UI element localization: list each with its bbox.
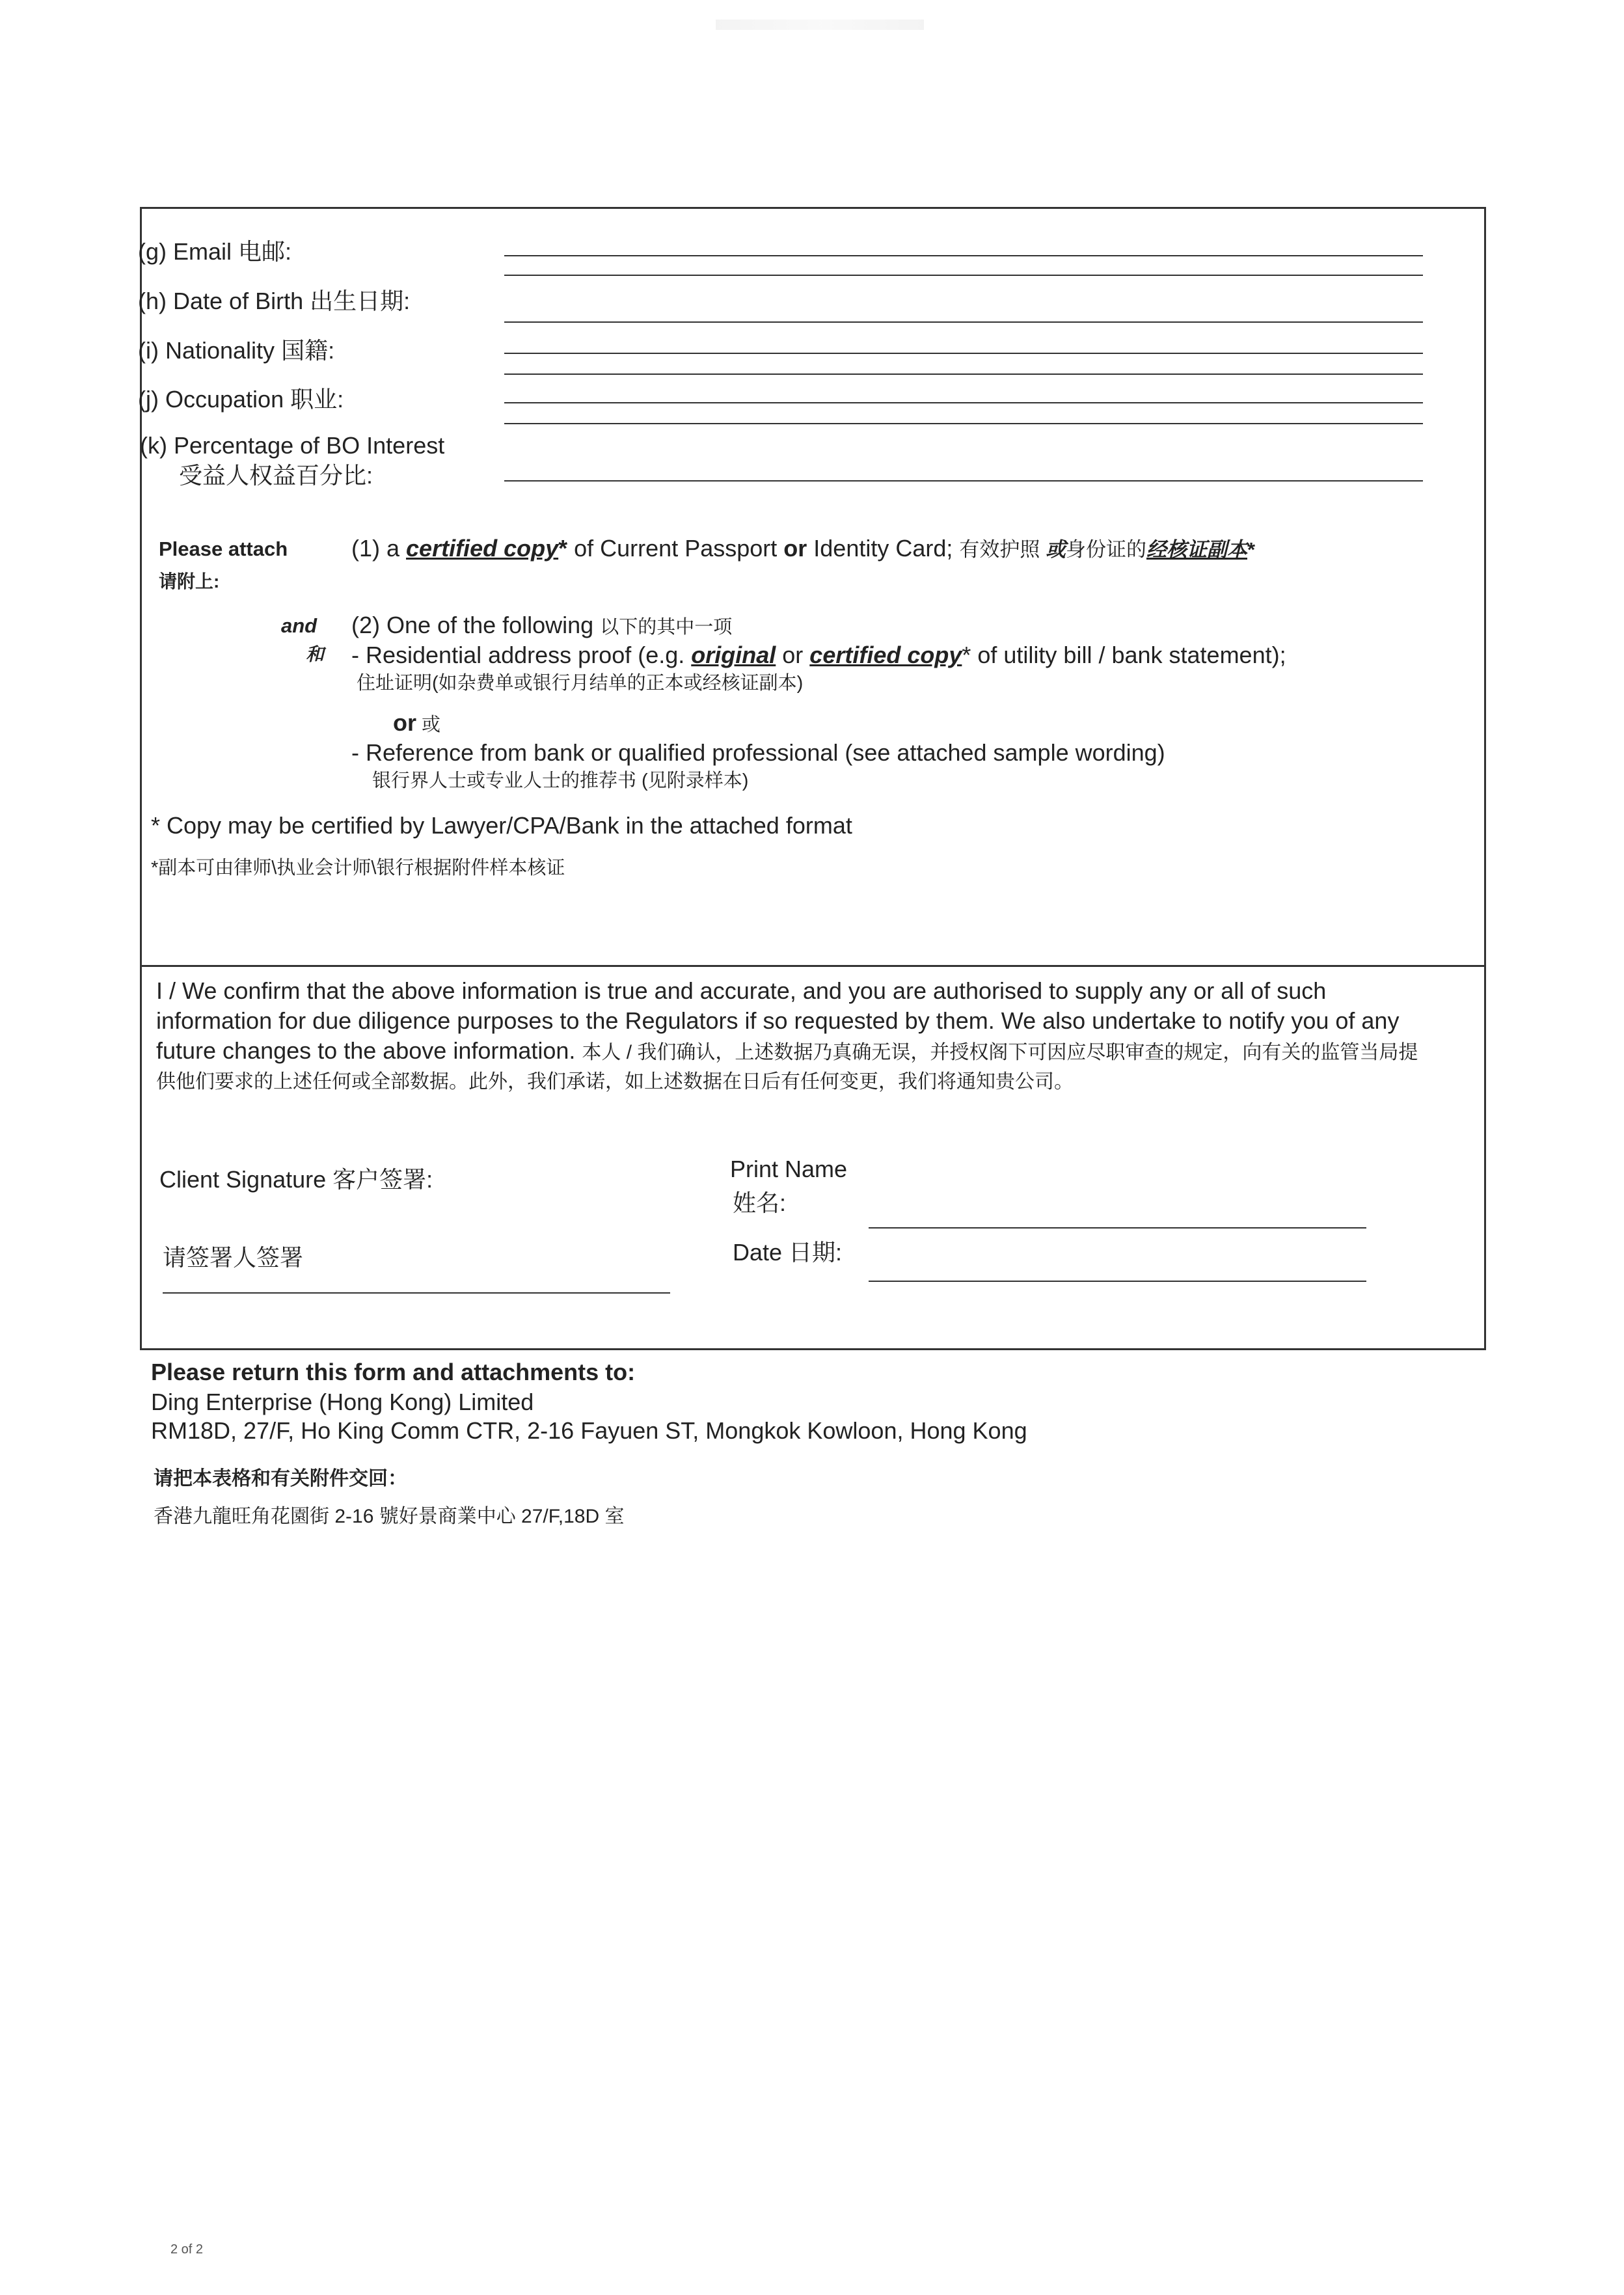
confirm-line-1: I / We confirm that the above information is true and accurate, and you are authorised to supply any or all of such bbox=[156, 977, 1327, 1004]
attach-or-en: or bbox=[393, 709, 416, 736]
field-nationality-label-en: (i) Nationality bbox=[138, 337, 282, 364]
field-dob-label-zh: 出生日期: bbox=[310, 288, 411, 314]
date-label bbox=[733, 1239, 842, 1266]
field-bo-interest-line[interactable] bbox=[504, 480, 1423, 482]
attach-item-1-zh-or: 或 bbox=[1046, 538, 1066, 561]
attach-item-1-text: of Current Passport bbox=[567, 535, 784, 562]
client-signature-label-zh: 客户签署: bbox=[332, 1166, 433, 1193]
attach-item-1-text-2: Identity Card; bbox=[807, 535, 960, 562]
field-occupation-label-zh: 职业: bbox=[290, 386, 344, 413]
field-dob-label bbox=[138, 288, 410, 314]
date-label-en: Date bbox=[733, 1239, 789, 1266]
date-label-zh: 日期: bbox=[789, 1239, 843, 1266]
confirm-line-2: information for due diligence purposes to the Regulators if so requested by them. We also undertake to notify you of any bbox=[156, 1007, 1400, 1034]
print-name-line[interactable] bbox=[869, 1227, 1366, 1229]
attach-reference: - Reference from bank or qualified professional (see attached sample wording) bbox=[351, 739, 1165, 766]
attach-item-1-certified-copy: certified copy bbox=[406, 535, 559, 562]
field-bo-interest-label-zh: 受益人权益百分比: bbox=[179, 462, 373, 489]
attach-residential bbox=[351, 642, 1286, 668]
field-occupation-line-1 bbox=[504, 402, 1423, 403]
page-number: 2 of 2 bbox=[170, 2242, 204, 2257]
attach-item-2-head bbox=[351, 612, 732, 638]
return-address-zh: 香港九龍旺角花園街 2-16 號好景商業中心 27/F,18D 室 bbox=[154, 1506, 625, 1527]
scan-artifact bbox=[716, 20, 924, 30]
confirm-line-4: 供他们要求的上述任何或全部数据。此外，我们承诺，如上述数据在日后有任何变更，我们将通知贵公司。 bbox=[156, 1071, 1074, 1093]
print-name-label: Print Name bbox=[730, 1156, 848, 1182]
attach-label: Please attach bbox=[159, 537, 288, 560]
attach-item-1-zh-star: * bbox=[1247, 538, 1256, 561]
field-dob-line-1 bbox=[504, 275, 1423, 276]
attach-item-1-star: * bbox=[558, 535, 568, 562]
attach-note: * Copy may be certified by Lawyer/CPA/Bank in the attached format bbox=[151, 812, 852, 839]
field-dob-line[interactable] bbox=[504, 321, 1423, 323]
field-nationality-label-zh: 国籍: bbox=[281, 337, 335, 364]
client-signature-label-en: Client Signature bbox=[159, 1166, 333, 1193]
attach-residential-zh: 住址证明(如杂费单或银行月结单的正本或经核证副本) bbox=[357, 673, 804, 694]
attach-residential-certified-copy: certified copy bbox=[809, 642, 962, 668]
attach-item-1-zh-certified-copy: 经核证副本 bbox=[1146, 538, 1247, 561]
field-email-line[interactable] bbox=[504, 255, 1423, 256]
return-company: Ding Enterprise (Hong Kong) Limited bbox=[151, 1389, 534, 1415]
field-email-label bbox=[138, 238, 291, 265]
confirm-line-3-en: future changes to the above information. bbox=[156, 1037, 582, 1064]
attach-and-zh: 和 bbox=[306, 644, 325, 664]
return-heading: Please return this form and attachments to: bbox=[151, 1359, 636, 1385]
return-heading-zh: 请把本表格和有关附件交回： bbox=[154, 1468, 407, 1489]
field-email-label-zh: 电邮: bbox=[238, 238, 292, 265]
print-name-label-zh: 姓名: bbox=[733, 1189, 787, 1216]
attach-and: and bbox=[281, 614, 318, 637]
attach-label-zh: 请附上: bbox=[159, 571, 220, 591]
confirm-line-3-zh: 本人 / 我们确认，上述数据乃真确无误，并授权阁下可因应尽职审查的规定，向有关的监管当局提 bbox=[582, 1042, 1418, 1063]
field-nationality-label bbox=[138, 337, 334, 364]
field-occupation-label bbox=[138, 386, 344, 413]
field-dob-label-en: (h) Date of Birth bbox=[138, 288, 310, 314]
attach-residential-original: original bbox=[691, 642, 776, 668]
client-signature-label bbox=[159, 1166, 433, 1193]
attach-item-1-zh-mid: 身份证的 bbox=[1066, 538, 1146, 561]
attach-reference-zh: 银行界人士或专业人士的推荐书 (见附录样本) bbox=[372, 770, 749, 791]
attach-item-2-head-en: (2) One of the following bbox=[351, 612, 601, 638]
field-nationality-line[interactable] bbox=[504, 373, 1423, 375]
client-signature-line[interactable] bbox=[163, 1292, 670, 1294]
field-email-label-en: (g) Email bbox=[138, 238, 239, 265]
date-line[interactable] bbox=[869, 1281, 1366, 1282]
attach-item-1-num: (1) a bbox=[351, 535, 407, 562]
attach-item-2-head-zh: 以下的其中一项 bbox=[600, 617, 733, 638]
field-bo-interest-label-en: (k) Percentage of BO Interest bbox=[140, 432, 445, 459]
attach-item-1-or: or bbox=[783, 535, 807, 562]
field-occupation-label-en: (j) Occupation bbox=[138, 386, 291, 413]
attach-item-1-zh-pre: 有效护照 bbox=[959, 538, 1046, 561]
attach-residential-or: or bbox=[776, 642, 810, 668]
attach-note-zh: *副本可由律师\执业会计师\银行根据附件样本核证 bbox=[151, 858, 565, 878]
field-nationality-line-1 bbox=[504, 353, 1423, 354]
client-signature-sign-zh: 请签署人签署 bbox=[163, 1244, 304, 1271]
field-occupation-line[interactable] bbox=[504, 423, 1423, 424]
attach-or bbox=[393, 709, 440, 736]
section-divider bbox=[140, 965, 1486, 967]
return-address: RM18D, 27/F, Ho King Comm CTR, 2-16 Fayuen ST, Mongkok Kowloon, Hong Kong bbox=[151, 1417, 1027, 1444]
attach-residential-post: * of utility bill / bank statement); bbox=[962, 642, 1286, 668]
attach-item-1 bbox=[351, 535, 1255, 562]
attach-or-zh: 或 bbox=[416, 714, 441, 735]
attach-residential-pre: - Residential address proof (e.g. bbox=[351, 642, 692, 668]
confirm-line-3 bbox=[156, 1037, 1418, 1065]
